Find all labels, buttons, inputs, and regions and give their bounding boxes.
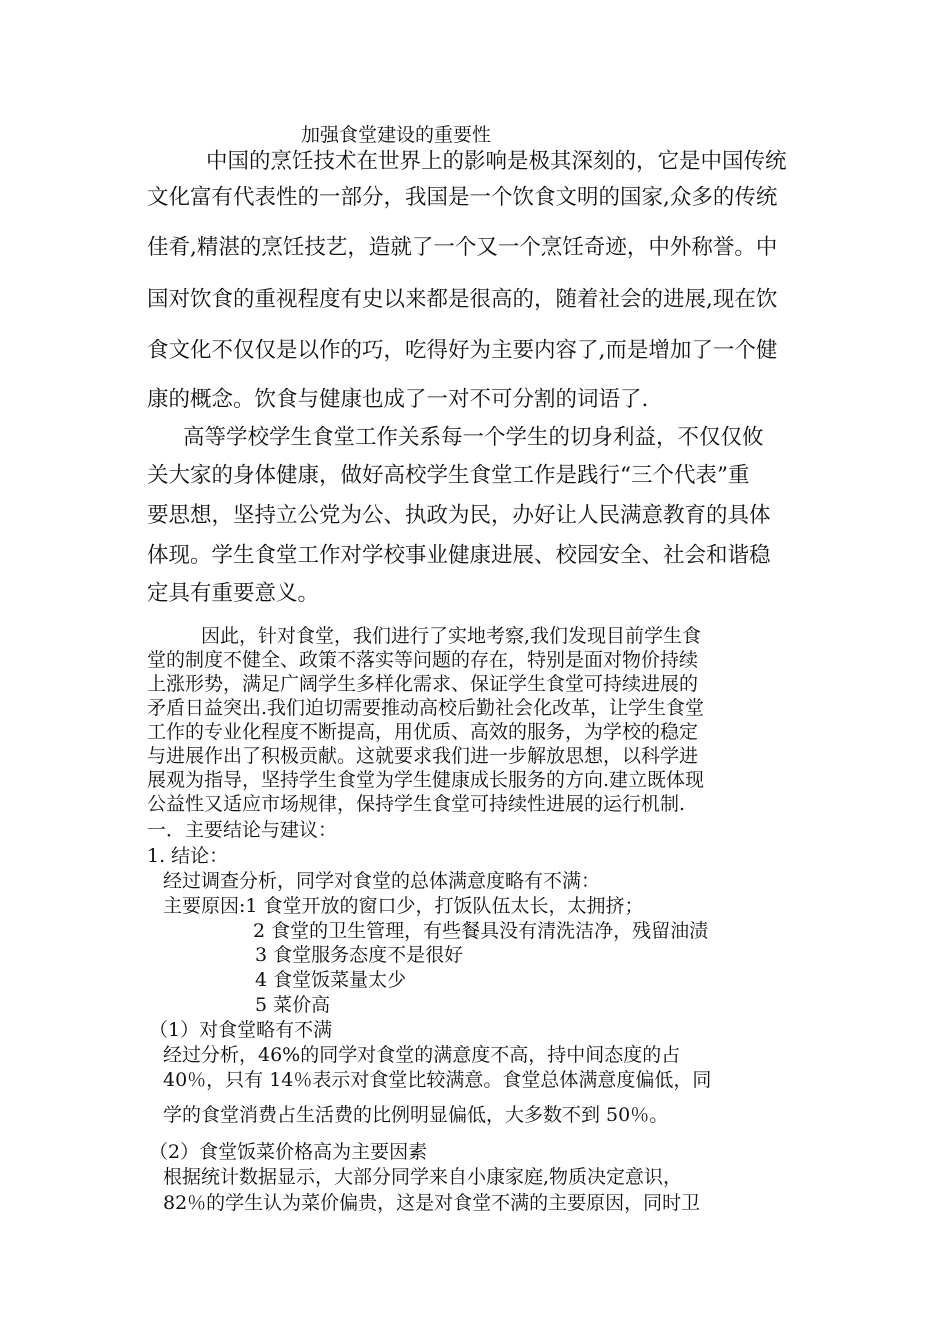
list-item: 4 食堂饭菜量太少 — [255, 969, 407, 991]
text-line: 定具有重要意义。 — [147, 581, 320, 606]
text-line: 康的概念。饮食与健康也成了一对不可分割的词语了. — [147, 387, 649, 412]
point-heading: （2）食堂饭菜价格高为主要因素 — [149, 1141, 428, 1163]
text-line: 根据统计数据显示，大部分同学来自小康家庭,物质决定意识， — [163, 1166, 683, 1188]
list-item: 主要原因:1 食堂开放的窗口少，打饭队伍太长，太拥挤； — [163, 895, 644, 917]
text-line: 公益性又适应市场规律，保持学生食堂可持续性进展的运行机制. — [147, 793, 686, 815]
text-line: 82％的学生认为菜价偏贵，这是对食堂不满的主要原因，同时卫 — [163, 1192, 701, 1214]
list-item: 2 食堂的卫生管理，有些餐具没有清洗洁净，残留油渍 — [253, 920, 709, 942]
text-line: 食文化不仅仅是以作的巧，吃得好为主要内容了,而是增加了一个健 — [147, 338, 778, 363]
page-title: 加强食堂建设的重要性 — [301, 124, 492, 146]
subheading: 1. 结论： — [147, 845, 229, 867]
text-line: 工作的专业化程度不断提高，用优质、高效的服务，为学校的稳定 — [147, 721, 699, 743]
text-line: 文化富有代表性的一部分，我国是一个饮食文明的国家,众多的传统 — [147, 185, 778, 210]
text-line: 经过分析，46%的同学对食堂的满意度不高，持中间态度的占 — [163, 1044, 681, 1066]
text-line: 中国的烹饪技术在世界上的影响是极其深刻的，它是中国传统 — [206, 149, 787, 174]
text-line: 堂的制度不健全、政策不落实等问题的存在，特别是面对物价持续 — [147, 649, 699, 671]
text-line: 国对饮食的重视程度有史以来都是很高的，随着社会的进展,现在饮 — [147, 287, 778, 312]
list-item: 5 菜价高 — [255, 994, 331, 1016]
text-line: 体现。学生食堂工作对学校事业健康进展、校园安全、社会和谐稳 — [147, 543, 771, 568]
text-line: 矛盾日益突出.我们迫切需要推动高校后勤社会化改革，让学生食堂 — [147, 697, 705, 719]
summary-line: 经过调查分析，同学对食堂的总体满意度略有不满： — [163, 870, 601, 892]
text-line: 要思想，坚持立公党为公、执政为民，办好让人民满意教育的具体 — [147, 503, 771, 528]
text-line: 学的食堂消费占生活费的比例明显偏低，大多数不到 50％。 — [163, 1104, 669, 1126]
text-line: 上涨形势，满足广阔学生多样化需求、保证学生食堂可持续进展的 — [147, 673, 699, 695]
text-line: 40％，只有 14％表示对食堂比较满意。食堂总体满意度偏低，同 — [163, 1069, 712, 1091]
point-heading: （1）对食堂略有不满 — [149, 1019, 333, 1041]
text-line: 因此，针对食堂，我们进行了实地考察,我们发现目前学生食 — [201, 625, 702, 647]
text-line: 高等学校学生食堂工作关系每一个学生的切身利益，不仅仅攸 — [183, 425, 764, 450]
text-line: 展观为指导，坚持学生食堂为学生健康成长服务的方向.建立既体现 — [147, 769, 705, 791]
text-line: 与进展作出了积极贡献。这就要求我们进一步解放思想，以科学进 — [147, 745, 699, 767]
text-line: 佳肴,精湛的烹饪技艺，造就了一个又一个烹饪奇迹，中外称誉。中 — [147, 235, 778, 260]
text-line: 关大家的身体健康，做好高校学生食堂工作是践行“三个代表”重 — [147, 463, 750, 488]
section-heading: 一．主要结论与建议： — [147, 819, 338, 841]
list-item: 3 食堂服务态度不是很好 — [255, 944, 464, 966]
